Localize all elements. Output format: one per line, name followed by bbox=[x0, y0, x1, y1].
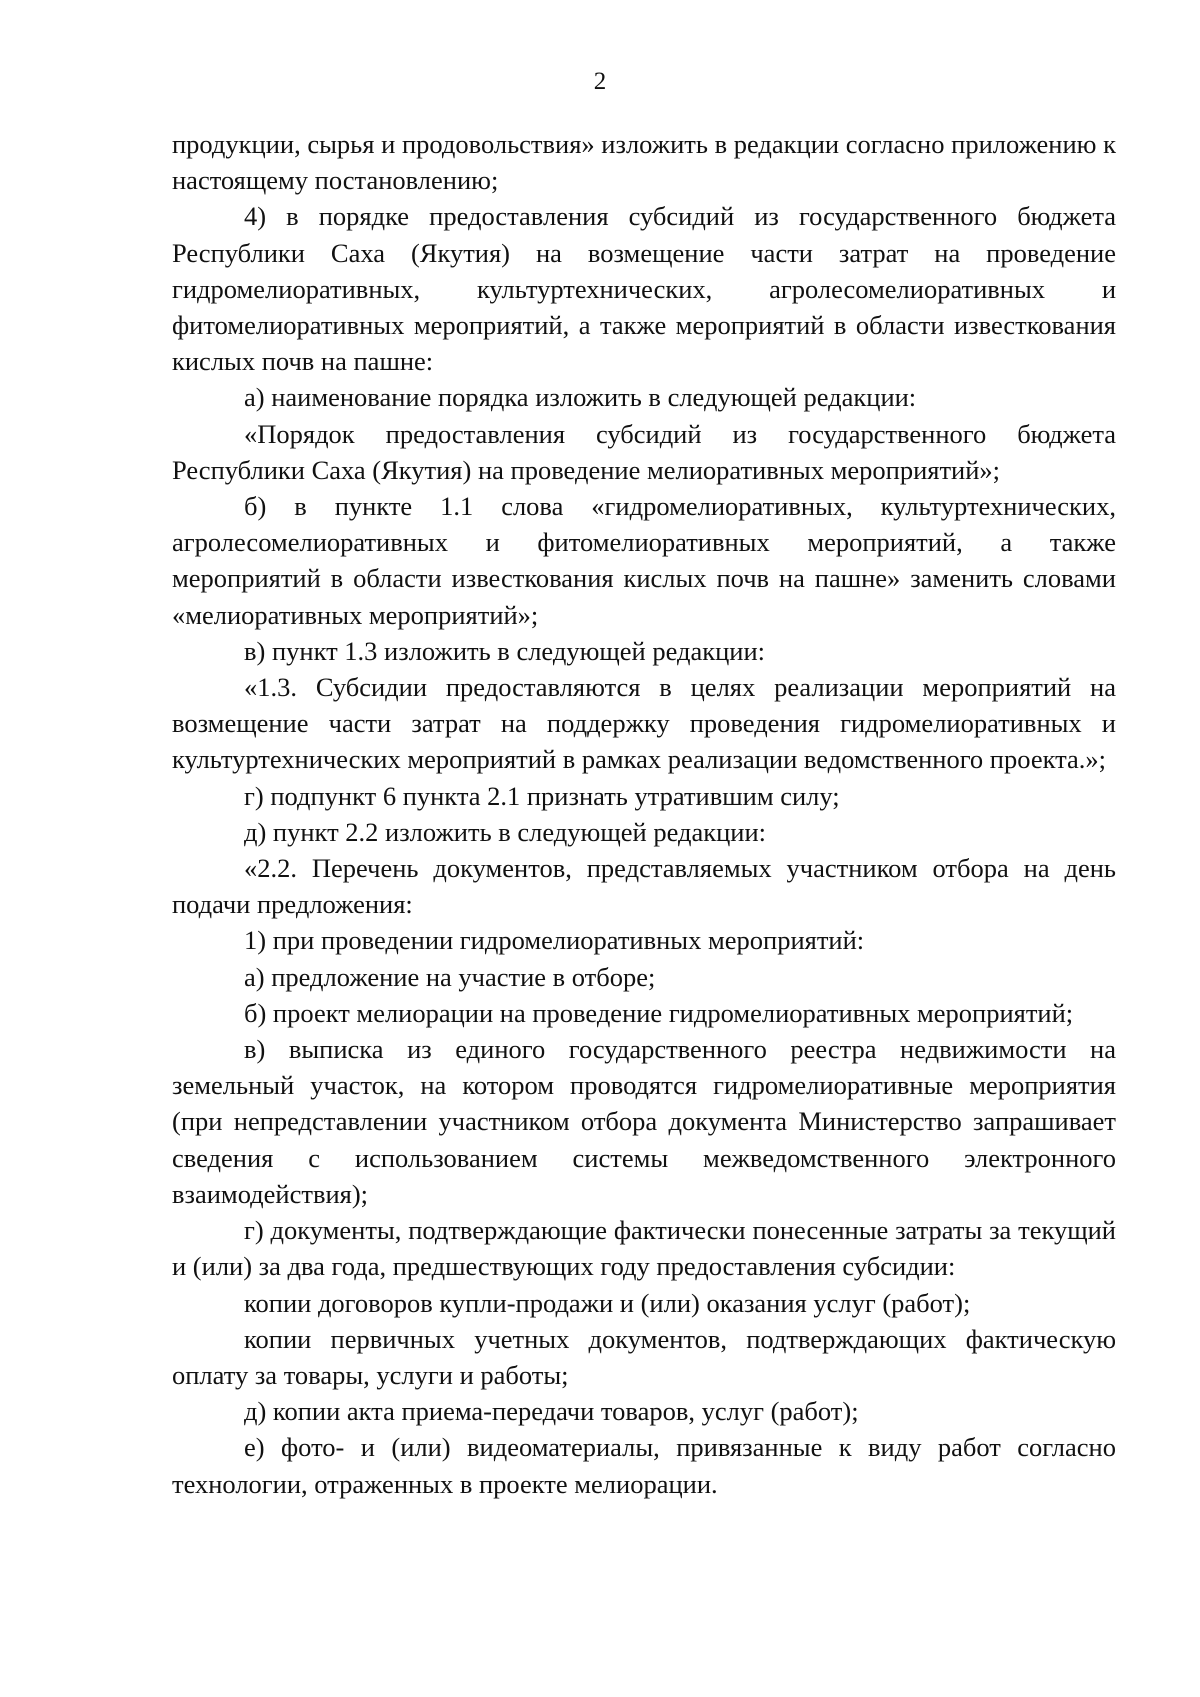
paragraph: г) подпункт 6 пункта 2.1 признать утратившим силу; bbox=[244, 780, 840, 811]
paragraph: г) документы, подтверждающие фактически понесенные затраты за текущий и (или) за два года, предшествующих году предоставления субсидии: bbox=[172, 1215, 1116, 1282]
paragraph: в) выписка из единого государственного реестра недвижимости на земельный участок, на котором проводятся гидромелиоративные мероприятия (при непредставлении участником отбора документа Министерство запрашивает сведения с использованием системы межведомственного электронного взаимодействия); bbox=[172, 1034, 1116, 1209]
paragraph: а) наименование порядка изложить в следующей редакции: bbox=[244, 382, 917, 413]
paragraph: а) предложение на участие в отборе; bbox=[244, 961, 656, 992]
paragraph: 1) при проведении гидромелиоративных мероприятий: bbox=[244, 925, 865, 956]
paragraph: в) пункт 1.3 изложить в следующей редакции: bbox=[244, 635, 766, 666]
paragraph: «2.2. Перечень документов, представляемых участником отбора на день подачи предложения: bbox=[172, 853, 1116, 920]
paragraph: д) пункт 2.2 изложить в следующей редакции: bbox=[244, 816, 767, 847]
paragraph: б) в пункте 1.1 слова «гидромелиоративных, культуртехнических, агролесомелиоративных и фитомелиоративных мероприятий, а также мероприятий в области известкования кислых почв на пашне» заменить словами «мелиоративных мероприятий»; bbox=[172, 491, 1116, 630]
paragraph: 4) в порядке предоставления субсидий из государственного бюджета Республики Саха (Якутия) на возмещение части затрат на проведение гидромелиоративных, культуртехнических, агролесомелиоративных и фитомелиоративных мероприятий, а также мероприятий в области известкования кислых почв на пашне: bbox=[172, 201, 1116, 377]
paragraph: продукции, сырья и продовольствия» изложить в редакции согласно приложению к настоящему постановлению; bbox=[172, 129, 1116, 196]
document-body bbox=[172, 126, 1116, 1502]
paragraph: копии договоров купли-продажи и (или) оказания услуг (работ); bbox=[244, 1287, 971, 1318]
paragraph: б) проект мелиорации на проведение гидромелиоративных мероприятий; bbox=[244, 997, 1074, 1028]
paragraph: е) фото- и (или) видеоматериалы, привязанные к виду работ согласно технологии, отраженных в проекте мелиорации. bbox=[172, 1432, 1116, 1499]
paragraph: «Порядок предоставления субсидий из государственного бюджета Республики Саха (Якутия) на проведение мелиоративных мероприятий»; bbox=[172, 418, 1116, 485]
page-number: 2 bbox=[593, 68, 607, 95]
paragraph: копии первичных учетных документов, подтверждающих фактическую оплату за товары, услуги и работы; bbox=[172, 1323, 1116, 1390]
paragraph: д) копии акта приема-передачи товаров, услуг (работ); bbox=[244, 1396, 859, 1427]
paragraph: «1.3. Субсидии предоставляются в целях реализации мероприятий на возмещение части затрат на поддержку проведения гидромелиоративных и культуртехнических мероприятий в рамках реализации ведомственного проекта.»; bbox=[172, 672, 1116, 775]
